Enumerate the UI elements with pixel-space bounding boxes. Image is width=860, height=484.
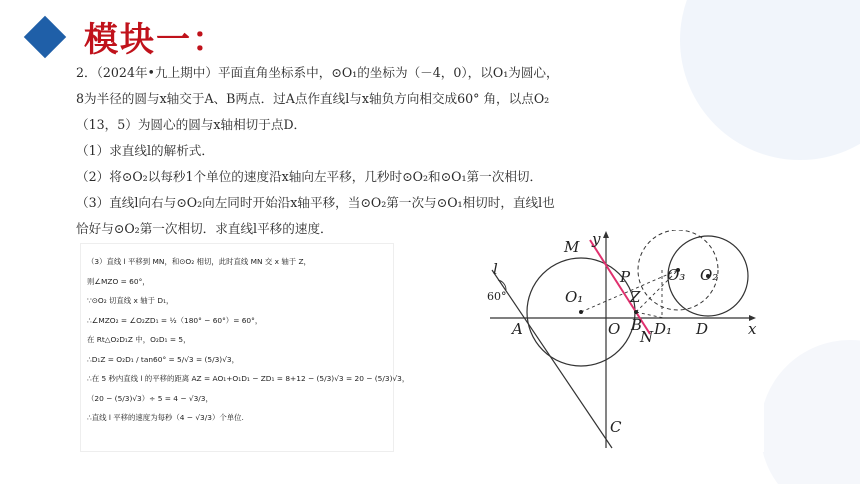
label-o1: O₁ xyxy=(565,288,584,306)
label-a: A xyxy=(512,320,523,338)
solution-line: ∴D₁Z = O₂D₁ / tan60° = 5/√3 = (5/3)√3， xyxy=(87,354,239,364)
solution-line: ∴在 5 秒内直线 l 的平移的距离 AZ = AO₁+O₁D₁ − ZD₁ = 8+12 − (5/3)√3 = 20 − (5/3)√3， xyxy=(87,374,410,383)
label-z: Z xyxy=(630,288,641,306)
section-header xyxy=(22,12,228,61)
label-b: B xyxy=(631,316,643,334)
label-angle: 60° xyxy=(487,290,507,303)
label-m: M xyxy=(564,238,580,256)
point-z xyxy=(634,310,638,314)
geometry-diagram xyxy=(486,230,764,452)
section-title: 模块一： xyxy=(84,20,228,60)
label-l: l xyxy=(493,260,498,278)
label-x: x xyxy=(748,320,757,338)
geometry-svg xyxy=(486,230,764,452)
label-y: y xyxy=(592,230,601,248)
label-d1: D₁ xyxy=(654,320,673,338)
problem-line: （13，5）为圆心的圆与x轴相切于点D． xyxy=(76,117,307,132)
y-axis-arrow xyxy=(603,231,609,238)
point-o1 xyxy=(579,310,583,314)
question-2: （2）将⊙O₂以每秒1个单位的速度沿x轴向左平移，几秒时⊙O₂和⊙O₁第一次相切． xyxy=(76,169,543,184)
label-p: P xyxy=(620,268,631,286)
diamond-icon xyxy=(24,15,66,57)
label-o3: O₃ xyxy=(667,266,686,284)
label-o: O xyxy=(608,320,621,338)
question-3-cont: 恰好与⊙O₂第一次相切．求直线l平移的速度． xyxy=(76,221,333,236)
label-n: N xyxy=(640,328,654,346)
label-c: C xyxy=(610,418,622,436)
problem-line: 2．（2024年•九上期中）平面直角坐标系中，⊙O₁的坐标为（－4，0），以O₁为圆心， xyxy=(76,65,559,80)
question-1: （1）求直线l的解析式． xyxy=(76,143,214,158)
question-3: （3）直线l向右与⊙O₂向左同时开始沿x轴平移，当⊙O₂第一次与⊙O₁相切时，直线l也 xyxy=(76,195,555,210)
problem-line: 8为半径的圆与x轴交于A、B两点．过A点作直线l与x轴负方向相交成60° 角，以点O₂ xyxy=(76,91,550,106)
solution-line: ∴∠MZO₂ = ∠O₂ZD₁ = ½（180° − 60°）= 60°， xyxy=(87,315,263,325)
problem-statement xyxy=(76,60,636,242)
solution-line: ∵⊙O₂ 切直线 x 轴于 D₁， xyxy=(87,296,174,305)
label-o2: O₂ xyxy=(700,266,719,284)
solution-line: ∴直线 l 平移的速度为每秒（4 − √3/3）个单位. xyxy=(87,413,244,422)
solution-image xyxy=(80,243,410,452)
label-d: D xyxy=(696,320,709,338)
solution-line: 则∠MZO = 60°， xyxy=(87,276,150,286)
solution-line: 在 Rt△O₂D₁Z 中，O₂D₁ = 5， xyxy=(87,335,191,344)
solution-line: （3）直线 l 平移到 MN，和⊙O₂ 相切，此时直线 MN 交 x 轴于 Z， xyxy=(87,257,311,266)
solution-line: （20 − (5/3)√3）÷ 5 = 4 − √3/3， xyxy=(87,393,213,403)
line-l xyxy=(492,270,612,448)
